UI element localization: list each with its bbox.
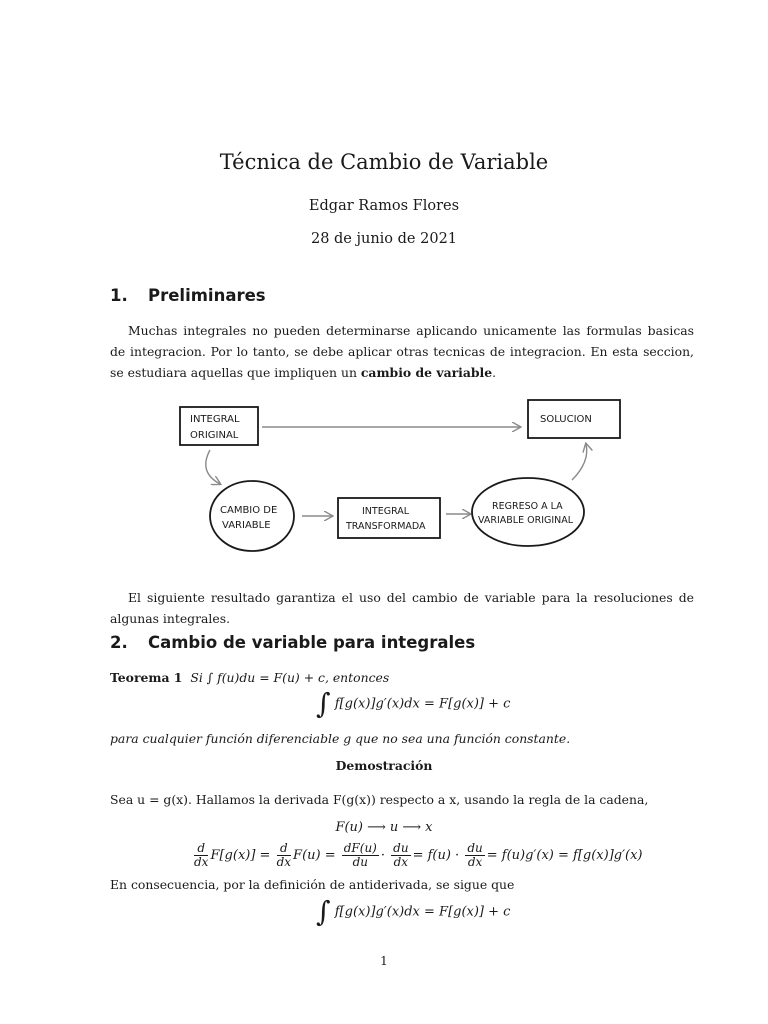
theorem-equation [316,687,511,720]
intro-bold-term: cambio de variable [360,365,493,380]
intro-period: . [492,365,497,380]
intro-text: Muchas integrales no pueden determinarse aplicando unicamente las formulas basicas de integracion. Por lo tanto, se debe aplicar otras tecnicas de integracion. En esta seccion, se estudiara aquellas que impliquen un [110,323,694,380]
section-number: 2. [110,633,128,652]
section-heading-1 [110,286,266,305]
derivative-lhs: F[g(x)] = [210,848,271,863]
cambio-variable-ellipse [210,481,294,551]
page-number: 1 [380,954,388,968]
cambio-variable-label-1: CAMBIO DE [220,505,278,516]
chain-diagram: F(u) ⟶ u ⟶ x [335,820,433,835]
fraction-d-dx-2: $\frac{d}{dx}$ [276,841,292,869]
document-title: Técnica de Cambio de Variable [219,150,549,174]
regreso-label-1: REGRESO A LA [492,501,563,512]
integral-symbol: ∫ [316,895,331,928]
theorem-label: Teorema 1 [110,670,183,685]
final-equation [316,895,511,928]
integral-transformada-box [338,498,440,538]
theorem-equation-text: f[g(x)]g′(x)dx = F[g(x)] + c [334,696,511,712]
integral-original-label-1: INTEGRAL [190,414,240,425]
section-title: Preliminares [148,286,266,305]
integral-transformada-label-1: INTEGRAL [362,506,410,517]
regreso-label-2: VARIABLE ORIGINAL [478,515,574,526]
section-number: 1. [110,286,128,305]
section-title: Cambio de variable para integrales [148,633,476,652]
diagram-followup-paragraph: El siguiente resultado garantiza el uso del cambio de variable para la resoluciones de algunas integrales. [110,590,694,626]
theorem-statement [110,667,694,688]
derivative-tail: = f(u)g′(x) = f[g(x)]g′(x) [486,848,643,863]
solucion-label: SOLUCION [540,414,592,425]
fraction-du-dx: $\frac{du}{dx}$ [393,841,409,869]
dot-operator: · [380,848,385,863]
regreso-ellipse [472,478,584,546]
theorem-conclusion: para cualquier función diferenciable g que no sea una función constante. [110,731,571,746]
fraction-dFu-du: $\frac{dF(u)}{du}$ [343,841,377,869]
arrow-original-to-cambio [206,450,220,484]
proof-line-1: Sea u = g(x). Hallamos la derivada F(g(x)) respecto a x, usando la regla de la cadena, [110,792,649,807]
intro-paragraph [110,320,694,383]
derivative-mid: F(u) = [293,848,336,863]
derivative-fu: = f(u) · [412,848,460,863]
theorem-hypothesis: Si ∫ f(u)du = F(u) + c, entonces [190,670,390,685]
derivative-equation [192,842,643,869]
fraction-du-dx-2: $\frac{du}{dx}$ [467,841,483,869]
document-author: Edgar Ramos Flores [308,198,460,214]
cambio-variable-label-2: VARIABLE [222,520,271,531]
integral-symbol: ∫ [316,687,331,720]
final-equation-text: f[g(x)]g′(x)dx = F[g(x)] + c [334,904,511,920]
proof-title: Demostración [335,758,433,773]
integral-transformada-label-2: TRANSFORMADA [346,521,426,532]
arrow-regreso-to-solucion [572,444,587,480]
section-heading-2 [110,633,475,652]
document-date: 28 de junio de 2021 [310,231,458,247]
fraction-d-dx: $\frac{d}{dx}$ [194,841,209,869]
flow-diagram [170,392,630,562]
integral-original-label-2: ORIGINAL [190,430,239,441]
proof-line-2: En consecuencia, por la definición de antiderivada, se sigue que [110,877,515,892]
